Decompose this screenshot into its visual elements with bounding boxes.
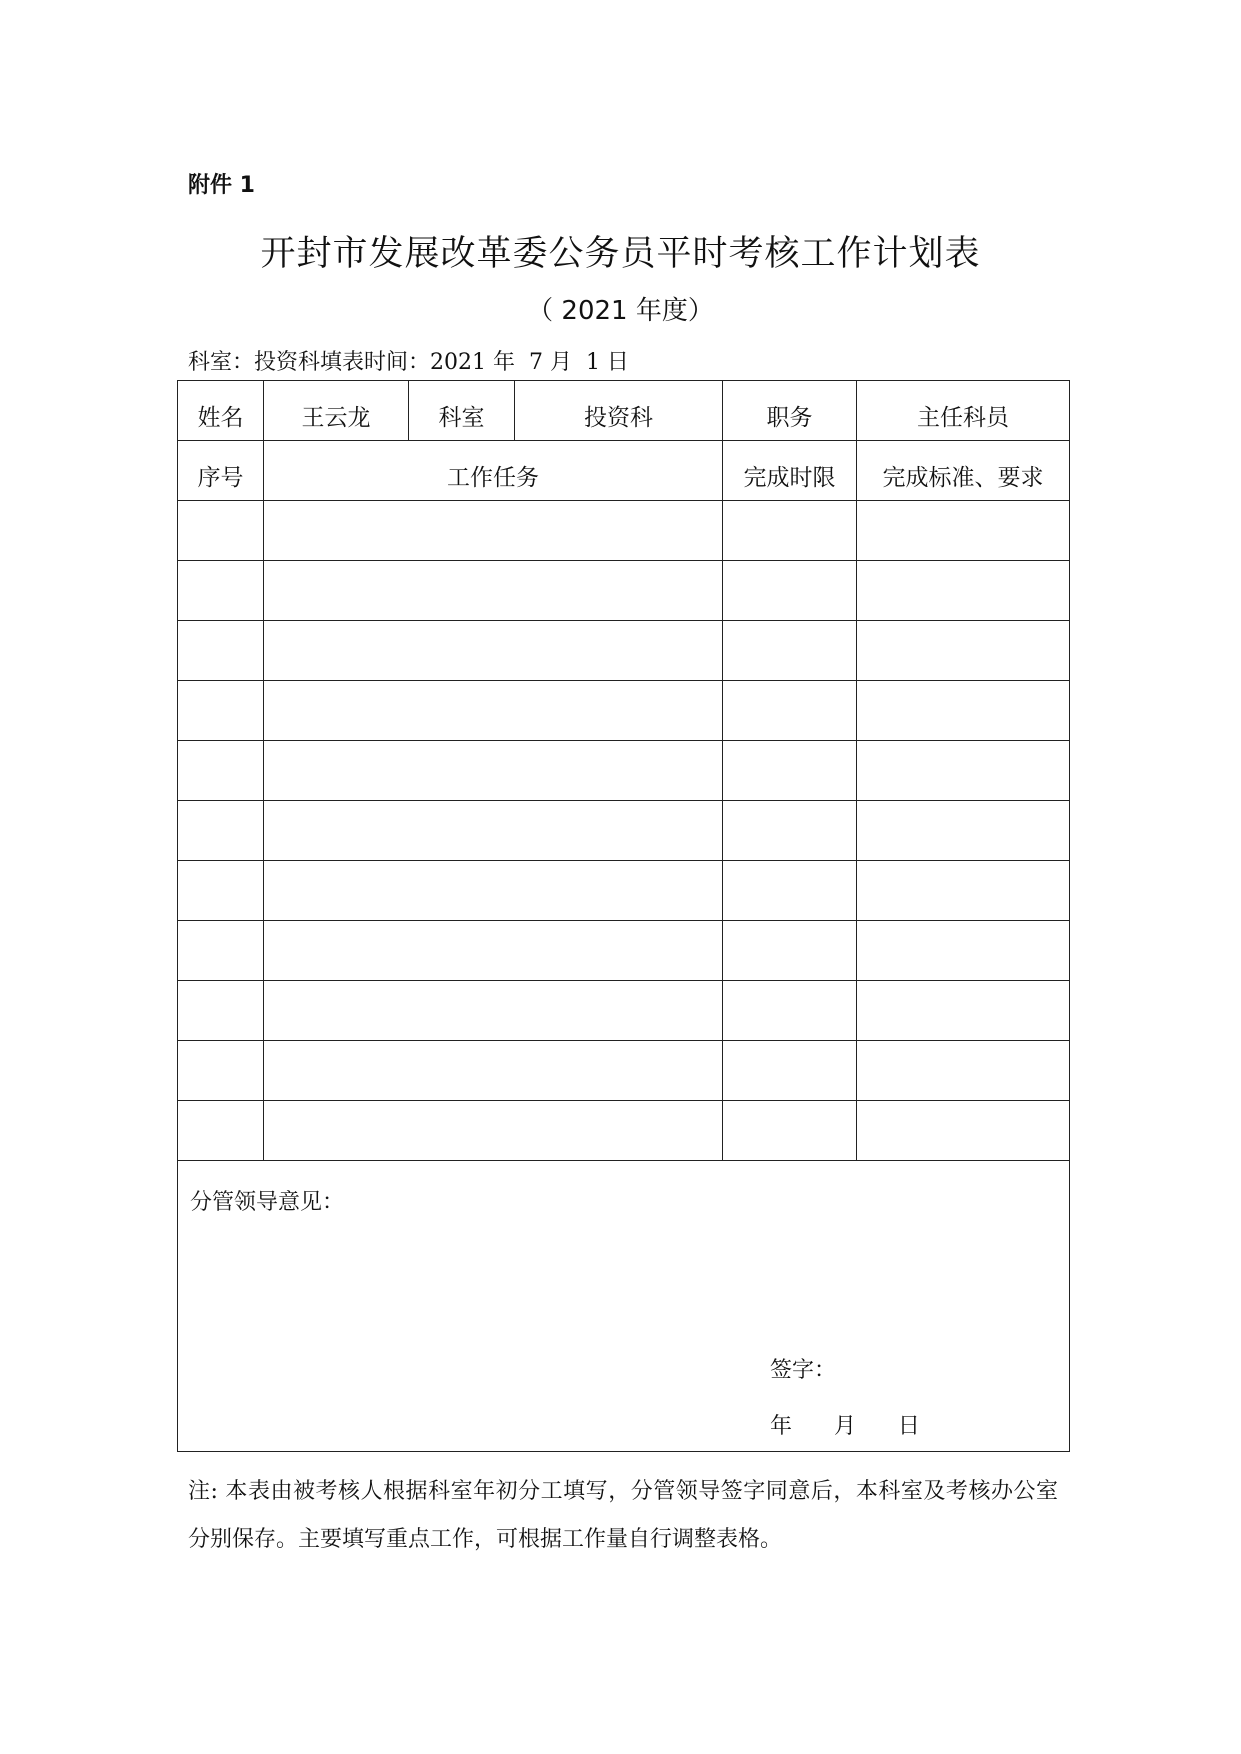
task-cell[interactable] xyxy=(264,1101,723,1161)
standard-cell[interactable] xyxy=(857,801,1070,861)
standard-cell[interactable] xyxy=(857,921,1070,981)
task-row xyxy=(178,621,1070,681)
task-cell[interactable] xyxy=(264,981,723,1041)
standard-cell[interactable] xyxy=(857,981,1070,1041)
seq-cell[interactable] xyxy=(178,501,264,561)
seq-cell[interactable] xyxy=(178,621,264,681)
deadline-cell[interactable] xyxy=(723,681,857,741)
deadline-cell[interactable] xyxy=(723,741,857,801)
standard-cell[interactable] xyxy=(857,621,1070,681)
task-row xyxy=(178,501,1070,561)
task-cell[interactable] xyxy=(264,681,723,741)
seq-header: 序号 xyxy=(178,441,264,501)
standard-cell[interactable] xyxy=(857,561,1070,621)
task-cell[interactable] xyxy=(264,1041,723,1101)
task-row xyxy=(178,1041,1070,1101)
task-cell[interactable] xyxy=(264,621,723,681)
task-cell[interactable] xyxy=(264,861,723,921)
standard-header: 完成标准、要求 xyxy=(857,441,1070,501)
deadline-cell[interactable] xyxy=(723,501,857,561)
task-cell[interactable] xyxy=(264,921,723,981)
opinion-cell[interactable] xyxy=(178,1161,1070,1452)
task-row xyxy=(178,861,1070,921)
seq-cell[interactable] xyxy=(178,1101,264,1161)
name-value[interactable]: 王云龙 xyxy=(264,381,409,441)
opinion-row xyxy=(178,1161,1070,1452)
task-row xyxy=(178,561,1070,621)
standard-cell[interactable] xyxy=(857,1101,1070,1161)
standard-cell[interactable] xyxy=(857,1041,1070,1101)
seq-cell[interactable] xyxy=(178,741,264,801)
seq-cell[interactable] xyxy=(178,801,264,861)
deadline-cell[interactable] xyxy=(723,621,857,681)
opinion-label: 分管领导意见： xyxy=(190,1190,345,1215)
task-cell[interactable] xyxy=(264,741,723,801)
signature-date-label: 年 月 日 xyxy=(770,1414,920,1439)
task-row xyxy=(178,981,1070,1041)
document-subtitle: （ 2021 年度） xyxy=(527,296,714,326)
department-value[interactable]: 投资科 xyxy=(515,381,723,441)
task-row xyxy=(178,681,1070,741)
deadline-cell[interactable] xyxy=(723,801,857,861)
column-header-row xyxy=(178,441,1070,501)
seq-cell[interactable] xyxy=(178,1041,264,1101)
deadline-cell[interactable] xyxy=(723,861,857,921)
standard-cell[interactable] xyxy=(857,741,1070,801)
task-cell[interactable] xyxy=(264,801,723,861)
deadline-header: 完成时限 xyxy=(723,441,857,501)
seq-cell[interactable] xyxy=(178,861,264,921)
department-fill-date-line: 科室：投资科填表时间：2021 年 7 月 1 日 xyxy=(188,350,629,375)
deadline-cell[interactable] xyxy=(723,561,857,621)
task-row xyxy=(178,1101,1070,1161)
standard-cell[interactable] xyxy=(857,681,1070,741)
seq-cell[interactable] xyxy=(178,681,264,741)
info-row xyxy=(178,381,1070,441)
deadline-cell[interactable] xyxy=(723,1041,857,1101)
task-cell[interactable] xyxy=(264,561,723,621)
deadline-cell[interactable] xyxy=(723,981,857,1041)
standard-cell[interactable] xyxy=(857,861,1070,921)
work-plan-table xyxy=(177,380,1070,1452)
name-label: 姓名 xyxy=(178,381,264,441)
seq-cell[interactable] xyxy=(178,921,264,981)
footnote: 注: 本表由被考核人根据科室年初分工填写，分管领导签字同意后，本科室及考核办公室分别保存。主要填写重点工作，可根据工作量自行调整表格。 xyxy=(188,1479,1058,1552)
position-value[interactable]: 主任科员 xyxy=(857,381,1070,441)
department-label: 科室 xyxy=(409,381,515,441)
task-header: 工作任务 xyxy=(264,441,723,501)
deadline-cell[interactable] xyxy=(723,921,857,981)
signature-label: 签字： xyxy=(770,1358,837,1383)
seq-cell[interactable] xyxy=(178,981,264,1041)
task-row xyxy=(178,921,1070,981)
deadline-cell[interactable] xyxy=(723,1101,857,1161)
task-row xyxy=(178,741,1070,801)
document-title: 开封市发展改革委公务员平时考核工作计划表 xyxy=(260,234,981,274)
task-cell[interactable] xyxy=(264,501,723,561)
attachment-label: 附件 1 xyxy=(188,173,255,198)
task-row xyxy=(178,801,1070,861)
standard-cell[interactable] xyxy=(857,501,1070,561)
position-label: 职务 xyxy=(723,381,857,441)
seq-cell[interactable] xyxy=(178,561,264,621)
